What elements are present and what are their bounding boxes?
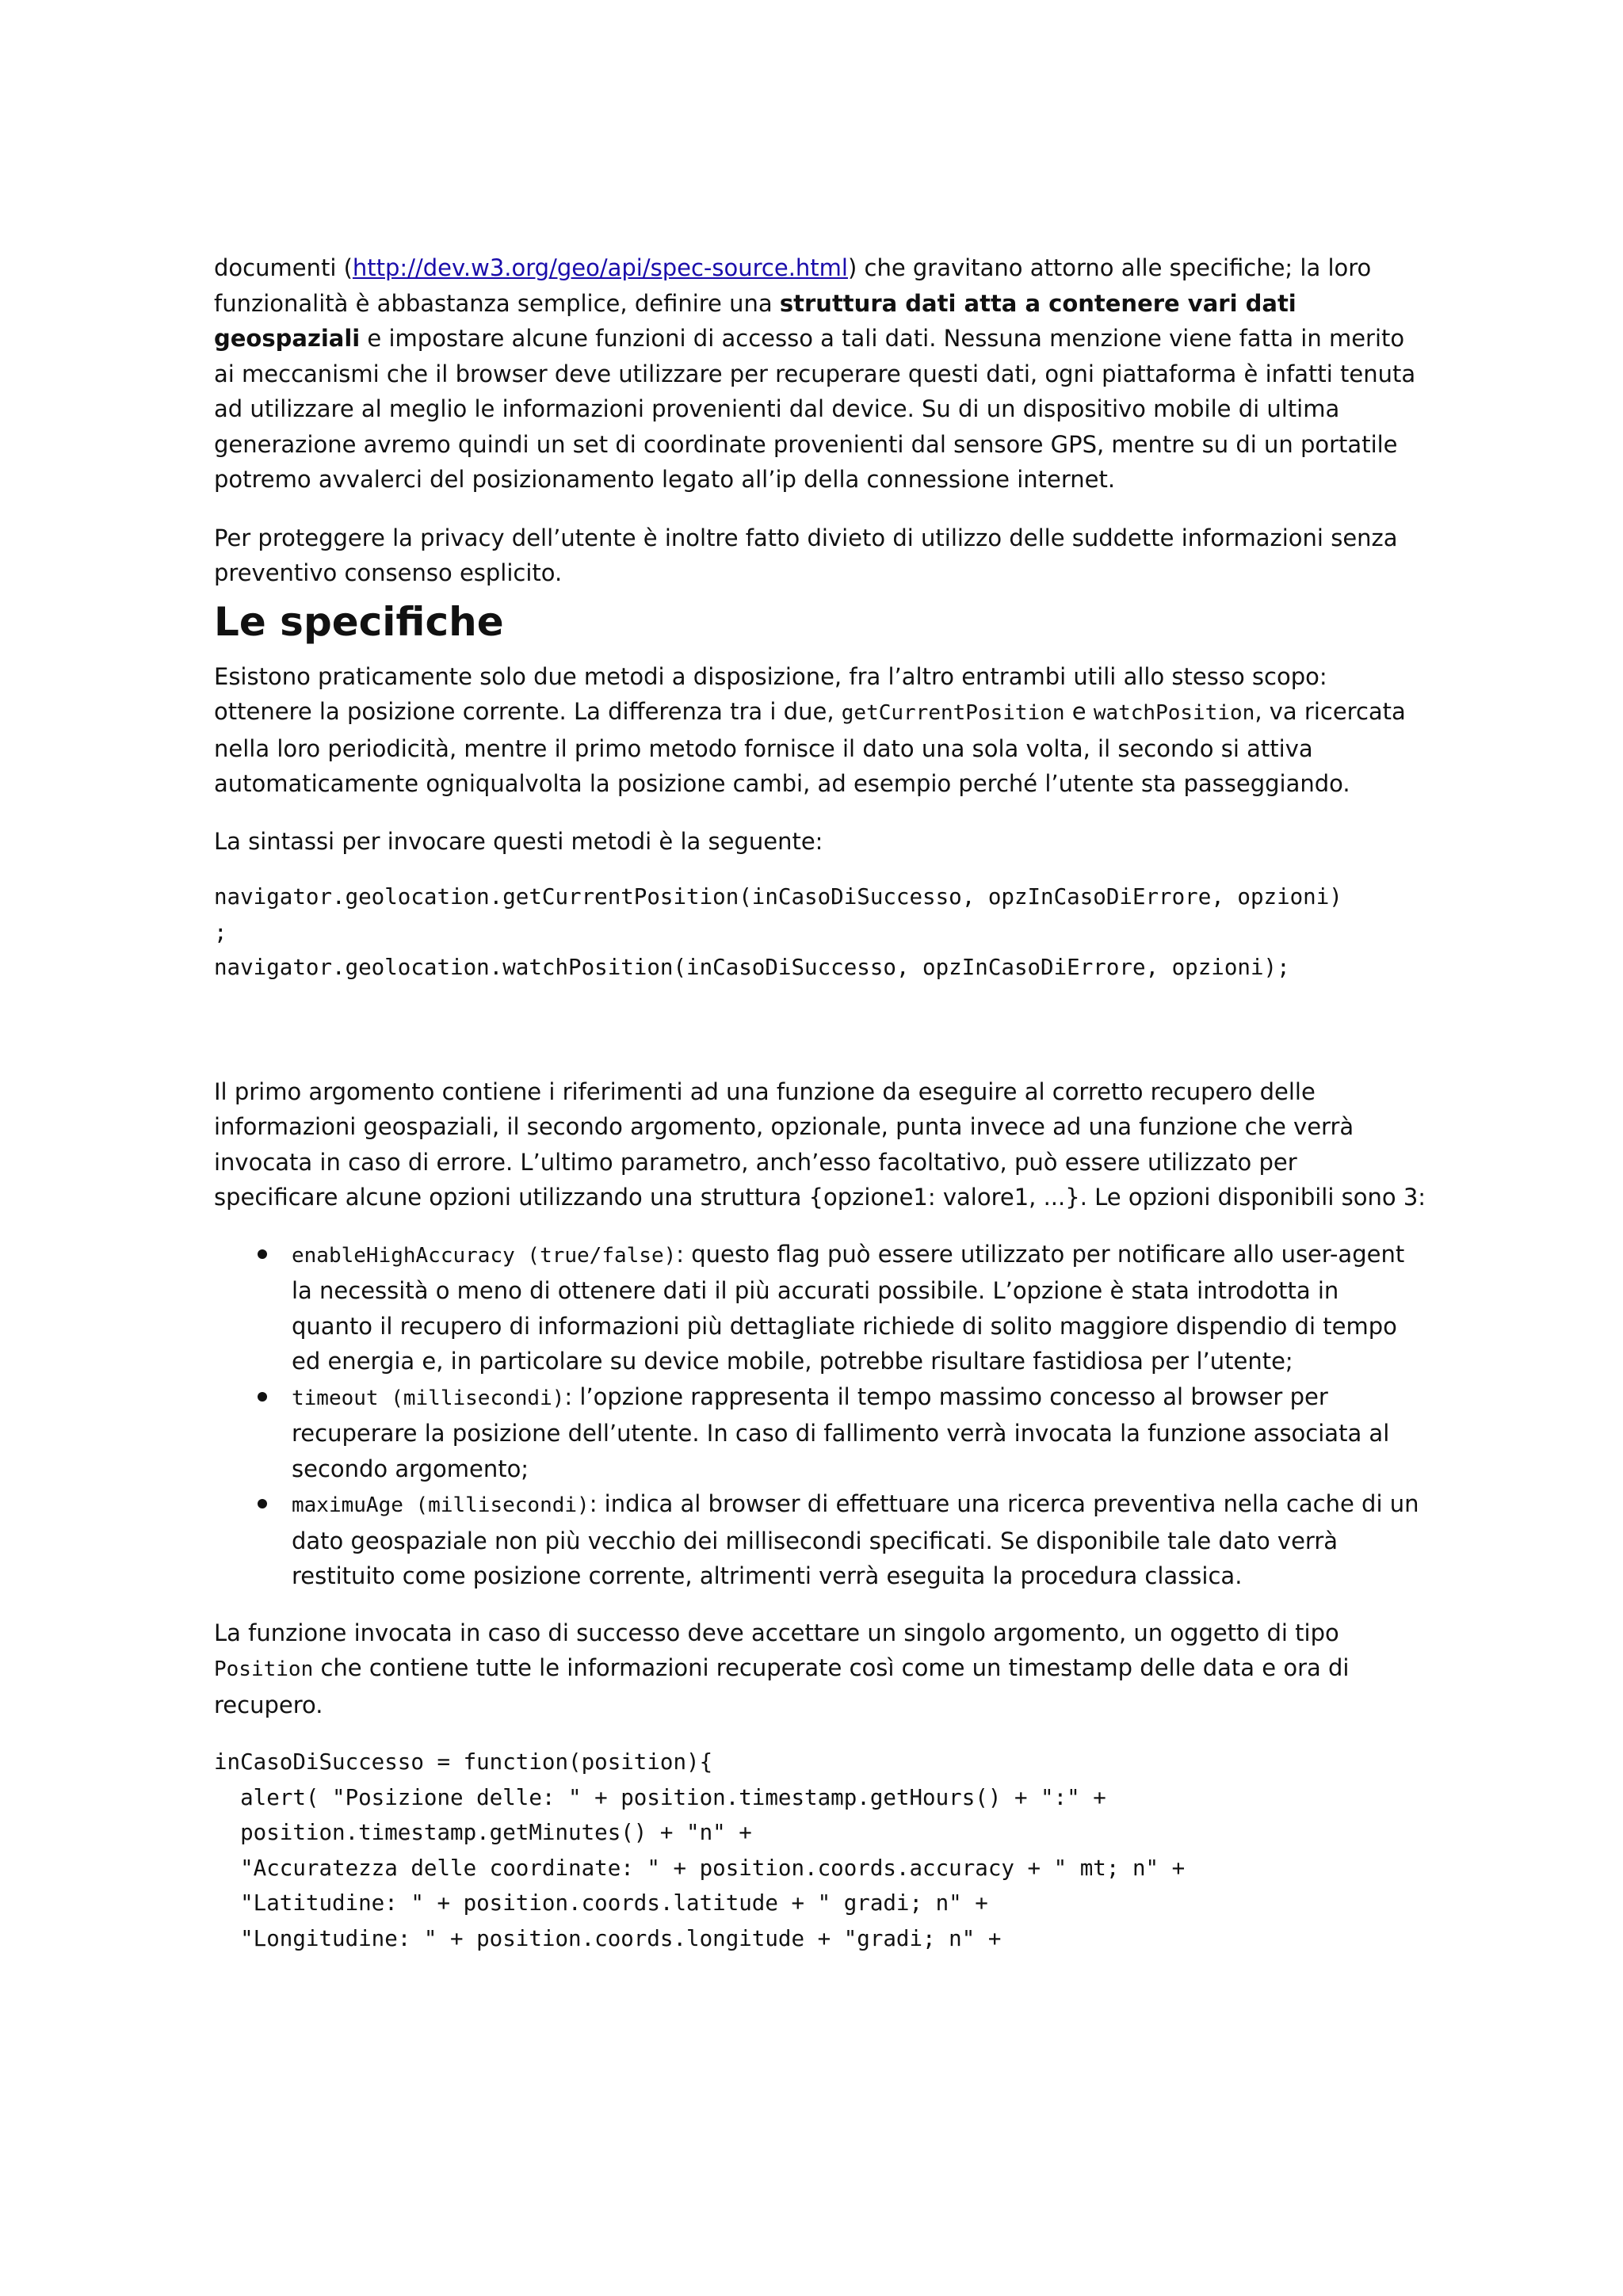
methods-text-end: , va ricercata nella loro periodicità, mentre il primo metodo fornisce il dato una sola volta, il secondo si attiva automaticamente ogniqualvolta la posizione cambi, ad esempio perché l’utente sta passeggiando.	[214, 698, 1406, 797]
arguments-paragraph: Il primo argomento contiene i riferimenti ad una funzione da eseguire al corretto recupero delle informazioni geospaziali, il secondo argomento, opzionale, punta invece ad una funzione che verrà invocata in caso di errore. L’ultimo parametro, anch’esso facoltativo, può essere utilizzato per specificare alcune opzioni utilizzando una struttura {opzione1: valore1, ...}. Le opzioni disponibili sono 3:	[214, 1077, 1426, 1211]
options-list	[214, 1237, 1426, 1594]
option-text: : l’opzione rappresenta il tempo massimo concesso al browser per recuperare la posizione dell’utente. In caso di fallimento verrà invocata la funzione associata al secondo argomento;	[292, 1383, 1390, 1482]
success-code-block	[214, 1745, 1426, 1956]
intro-text-start: documenti (	[214, 254, 353, 281]
success-text-end: che contiene tutte le informazioni recuperate così come un timestamp delle data e ora di recupero.	[214, 1654, 1350, 1718]
code-line: navigator.geolocation.getCurrentPosition(inCasoDiSuccesso, opzInCasoDiErrore, opzioni)	[214, 884, 1342, 910]
code-line: inCasoDiSuccesso = function(position){	[214, 1749, 713, 1775]
blank-space	[214, 986, 1426, 1074]
intro-text-middle: ) che gravitano attorno alle specifiche; la loro funzionalità è abbastanza semplice, definire una	[214, 254, 1372, 317]
code-line: "Latitudine: " + position.coords.latitude + " gradi; n" +	[214, 1890, 988, 1916]
intro-paragraph	[214, 250, 1426, 498]
methods-text-and: e	[1064, 698, 1094, 725]
intro-text-end: e impostare alcune funzioni di accesso a tali dati. Nessuna menzione viene fatta in merito ai meccanismi che il browser deve utilizzare per recuperare questi dati, ogni piattaforma è infatti tenuta ad utilizzare al meglio le informazioni provenienti dal device. Su di un dispositivo mobile di ultima generazione avremo quindi un set di coordinate provenienti dal sensore GPS, mentre su di un portatile potremo avvalerci del posizionamento legato all’ip della connessione internet.	[214, 325, 1416, 493]
bullet-icon	[258, 1499, 267, 1508]
code-line: alert( "Posizione delle: " + position.timestamp.getHours() + ":" +	[214, 1784, 1106, 1810]
code-line: "Longitudine: " + position.coords.longitude + "gradi; n" +	[214, 1925, 1002, 1951]
list-item	[292, 1237, 1426, 1379]
document-content	[214, 250, 1426, 1956]
section-heading: Le specifiche	[214, 598, 504, 645]
methods-paragraph	[214, 659, 1426, 802]
success-text-start: La funzione invocata in caso di successo deve accettare un singolo argomento, un oggetto di tipo	[214, 1619, 1339, 1646]
option-code: timeout (millisecondi)	[292, 1386, 565, 1410]
code-line: ;	[214, 919, 227, 945]
syntax-intro-paragraph: La sintassi per invocare questi metodi è la seguente:	[214, 827, 823, 855]
option-code: maximuAge (millisecondi)	[292, 1493, 590, 1517]
inline-code-getcurrentposition: getCurrentPosition	[841, 701, 1065, 725]
bullet-icon	[258, 1392, 267, 1402]
privacy-paragraph: Per proteggere la privacy dell’utente è inoltre fatto divieto di utilizzo delle suddette informazioni senza preventivo consenso esplicito.	[214, 524, 1398, 586]
spec-source-link[interactable]: http://dev.w3.org/geo/api/spec-source.html	[352, 254, 848, 281]
success-paragraph	[214, 1615, 1426, 1723]
code-line: "Accuratezza delle coordinate: " + position.coords.accuracy + " mt; n" +	[214, 1855, 1186, 1881]
intro-bold-text: struttura dati atta a contenere vari dati geospaziali	[214, 289, 1296, 352]
option-code: enableHighAccuracy (true/false)	[292, 1243, 677, 1268]
syntax-code-block	[214, 879, 1426, 986]
code-line: navigator.geolocation.watchPosition(inCasoDiSuccesso, opzInCasoDiErrore, opzioni);	[214, 955, 1290, 980]
list-item	[292, 1379, 1426, 1487]
bullet-icon	[258, 1249, 267, 1259]
list-item	[292, 1486, 1426, 1594]
inline-code-position: Position	[214, 1657, 314, 1681]
inline-code-watchposition: watchPosition	[1093, 701, 1255, 725]
code-line: position.timestamp.getMinutes() + "n" +	[214, 1820, 752, 1845]
methods-text-start: Esistono praticamente solo due metodi a disposizione, fra l’altro entrambi utili allo stesso scopo: ottenere la posizione corrente. La differenza tra i due,	[214, 662, 1327, 725]
option-text: : indica al browser di effettuare una ricerca preventiva nella cache di un dato geospaziale non più vecchio dei millisecondi specificati. Se disponibile tale dato verrà restituito come posizione corrente, altrimenti verrà eseguita la procedura classica.	[292, 1490, 1419, 1589]
option-text: : questo flag può essere utilizzato per notificare allo user-agent la necessità o meno di ottenere dati il più accurati possibile. L’opzione è stata introdotta in quanto il recupero di informazioni più dettagliate richiede di solito maggiore dispendio di tempo ed energia e, in particolare su device mobile, potrebbe risultare fastidiosa per l’utente;	[292, 1240, 1405, 1375]
